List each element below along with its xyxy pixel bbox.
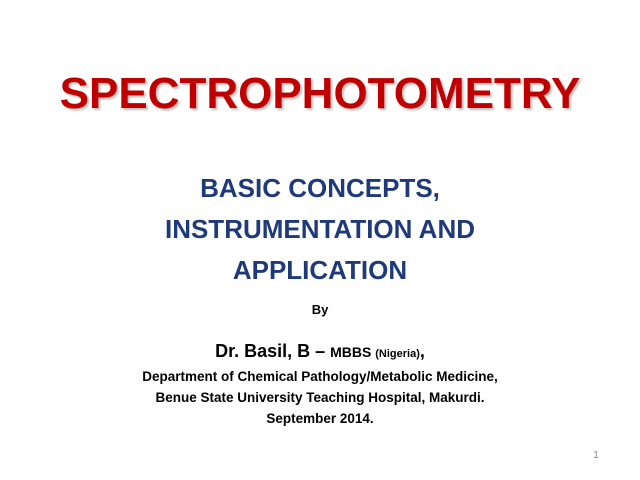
subtitle-line: APPLICATION <box>232 255 408 285</box>
date-line: September 2014. <box>266 411 374 426</box>
author-line <box>0 341 640 362</box>
slide-subtitle <box>0 168 640 291</box>
author-degree: MBBS <box>330 344 376 360</box>
by-label: By <box>311 302 329 317</box>
author-details <box>0 366 640 429</box>
page-number: 1 <box>593 450 599 461</box>
subtitle-line: INSTRUMENTATION AND <box>164 214 476 244</box>
department-line: Department of Chemical Pathology/Metabolic Medicine, <box>142 369 498 384</box>
hospital-line: Benue State University Teaching Hospital, Makurdi. <box>155 390 485 405</box>
slide-title: SPECTROPHOTOMETRY <box>59 69 581 118</box>
author-country: (Nigeria) <box>375 348 420 360</box>
subtitle-line: BASIC CONCEPTS, <box>200 173 440 203</box>
author-trailing-comma: , <box>419 341 425 361</box>
author-name: Dr. Basil, B – <box>215 341 331 361</box>
